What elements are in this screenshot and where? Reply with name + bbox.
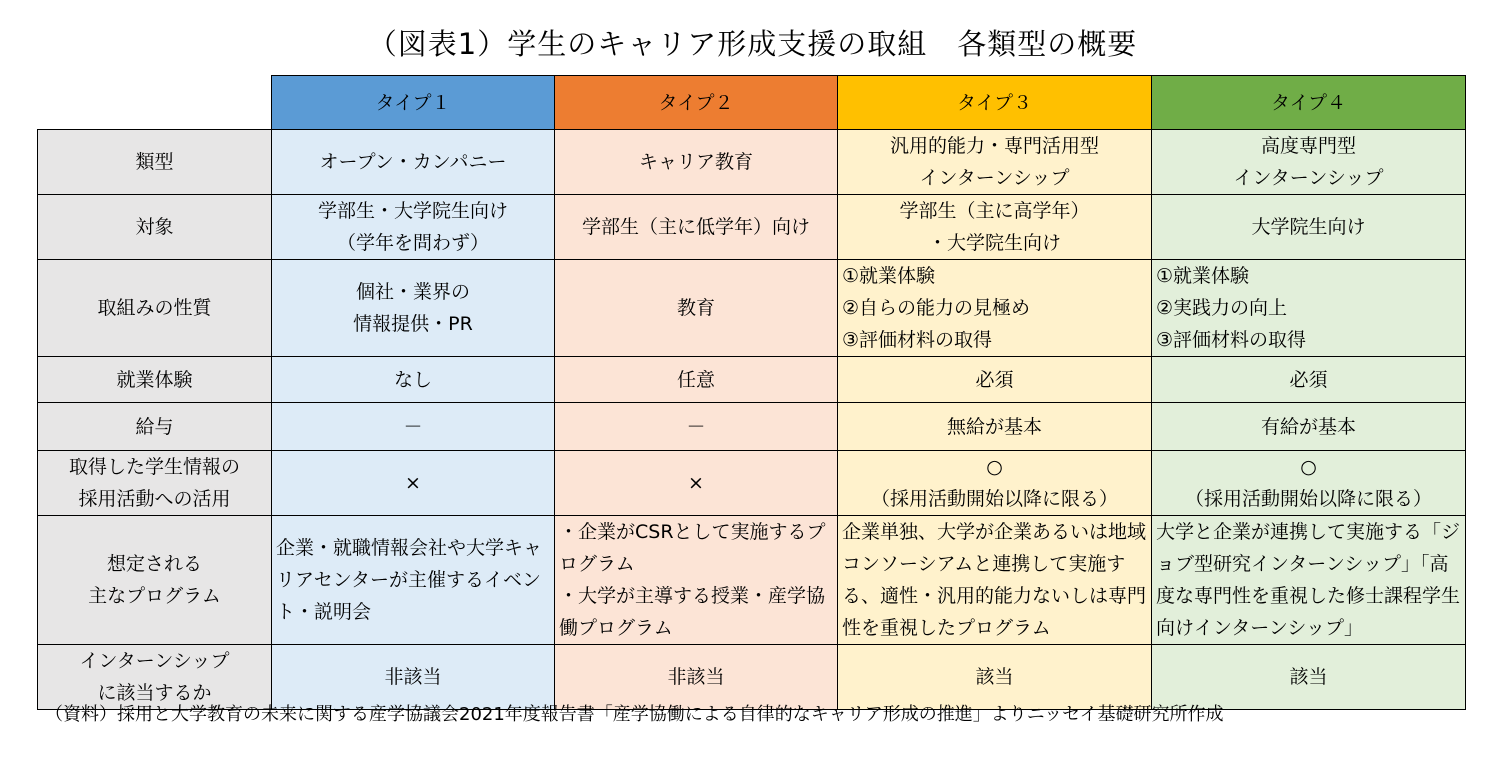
row-work-experience xyxy=(38,357,1466,403)
cell-main-programs-type-4: 大学と企業が連携して実施する「ジョブ型研究インターンシップ」「高度な専門性を重視した修士課程学生向けインターンシップ」 xyxy=(1152,516,1466,645)
cell-student-info-use-type-2: × xyxy=(555,451,838,516)
cell-work-experience-type-3: 必須 xyxy=(838,357,1152,403)
row-label-category: 類型 xyxy=(38,130,272,195)
row-target xyxy=(38,195,1466,260)
row-nature xyxy=(38,260,1466,357)
cell-work-experience-type-4: 必須 xyxy=(1152,357,1466,403)
cell-nature-type-2: 教育 xyxy=(555,260,838,357)
row-label-work-experience: 就業体験 xyxy=(38,357,272,403)
row-label-internship-eligibility: インターンシップ に該当するか xyxy=(38,645,272,710)
cell-category-type-2: キャリア教育 xyxy=(555,130,838,195)
cell-salary-type-1: － xyxy=(272,403,555,451)
cell-internship-eligibility-type-2: 非該当 xyxy=(555,645,838,710)
cell-nature-type-4: ①就業体験 ②実践力の向上 ③評価材料の取得 xyxy=(1152,260,1466,357)
header-type-1: タイプ１ xyxy=(272,76,555,130)
cell-category-type-1: オープン・カンパニー xyxy=(272,130,555,195)
row-label-student-info-use: 取得した学生情報の 採用活動への活用 xyxy=(38,451,272,516)
row-label-target: 対象 xyxy=(38,195,272,260)
cell-category-type-3: 汎用的能力・専門活用型 インターンシップ xyxy=(838,130,1152,195)
cell-student-info-use-type-3: ○ （採用活動開始以降に限る） xyxy=(838,451,1152,516)
row-label-salary: 給与 xyxy=(38,403,272,451)
table-corner xyxy=(38,76,272,130)
cell-main-programs-type-2: ・企業がCSRとして実施するプログラム ・大学が主導する授業・産学協働プログラム xyxy=(555,516,838,645)
cell-student-info-use-type-1: × xyxy=(272,451,555,516)
cell-nature-type-1: 個社・業界の 情報提供・PR xyxy=(272,260,555,357)
cell-student-info-use-type-4: ○ （採用活動開始以降に限る） xyxy=(1152,451,1466,516)
source-note: （資料）採用と大学教育の未来に関する産学協議会2021年度報告書「産学協働による自律的なキャリア形成の推進」よりニッセイ基礎研究所作成 xyxy=(45,704,1224,725)
cell-work-experience-type-1: なし xyxy=(272,357,555,403)
cell-target-type-1: 学部生・大学院生向け （学年を問わず） xyxy=(272,195,555,260)
header-type-3: タイプ３ xyxy=(838,76,1152,130)
row-label-nature: 取組みの性質 xyxy=(38,260,272,357)
row-main-programs xyxy=(38,516,1466,645)
cell-salary-type-4: 有給が基本 xyxy=(1152,403,1466,451)
cell-internship-eligibility-type-4: 該当 xyxy=(1152,645,1466,710)
cell-target-type-2: 学部生（主に低学年）向け xyxy=(555,195,838,260)
cell-target-type-3: 学部生（主に高学年） ・大学院生向け xyxy=(838,195,1152,260)
row-category xyxy=(38,130,1466,195)
cell-category-type-4: 高度専門型 インターンシップ xyxy=(1152,130,1466,195)
header-type-4: タイプ４ xyxy=(1152,76,1466,130)
cell-main-programs-type-1: 企業・就職情報会社や大学キャリアセンターが主催するイベント・説明会 xyxy=(272,516,555,645)
cell-work-experience-type-2: 任意 xyxy=(555,357,838,403)
cell-target-type-4: 大学院生向け xyxy=(1152,195,1466,260)
cell-main-programs-type-3: 企業単独、大学が企業あるいは地域コンソーシアムと連携して実施する、適性・汎用的能力ないしは専門性を重視したプログラム xyxy=(838,516,1152,645)
cell-salary-type-2: － xyxy=(555,403,838,451)
cell-internship-eligibility-type-1: 非該当 xyxy=(272,645,555,710)
figure-title: （図表1）学生のキャリア形成支援の取組 各類型の概要 xyxy=(367,27,1138,61)
cell-salary-type-3: 無給が基本 xyxy=(838,403,1152,451)
row-student-info-use xyxy=(38,451,1466,516)
header-type-2: タイプ２ xyxy=(555,76,838,130)
type-comparison-table xyxy=(37,75,1466,710)
cell-nature-type-3: ①就業体験 ②自らの能力の見極め ③評価材料の取得 xyxy=(838,260,1152,357)
row-label-main-programs: 想定される 主なプログラム xyxy=(38,516,272,645)
cell-internship-eligibility-type-3: 該当 xyxy=(838,645,1152,710)
row-salary xyxy=(38,403,1466,451)
